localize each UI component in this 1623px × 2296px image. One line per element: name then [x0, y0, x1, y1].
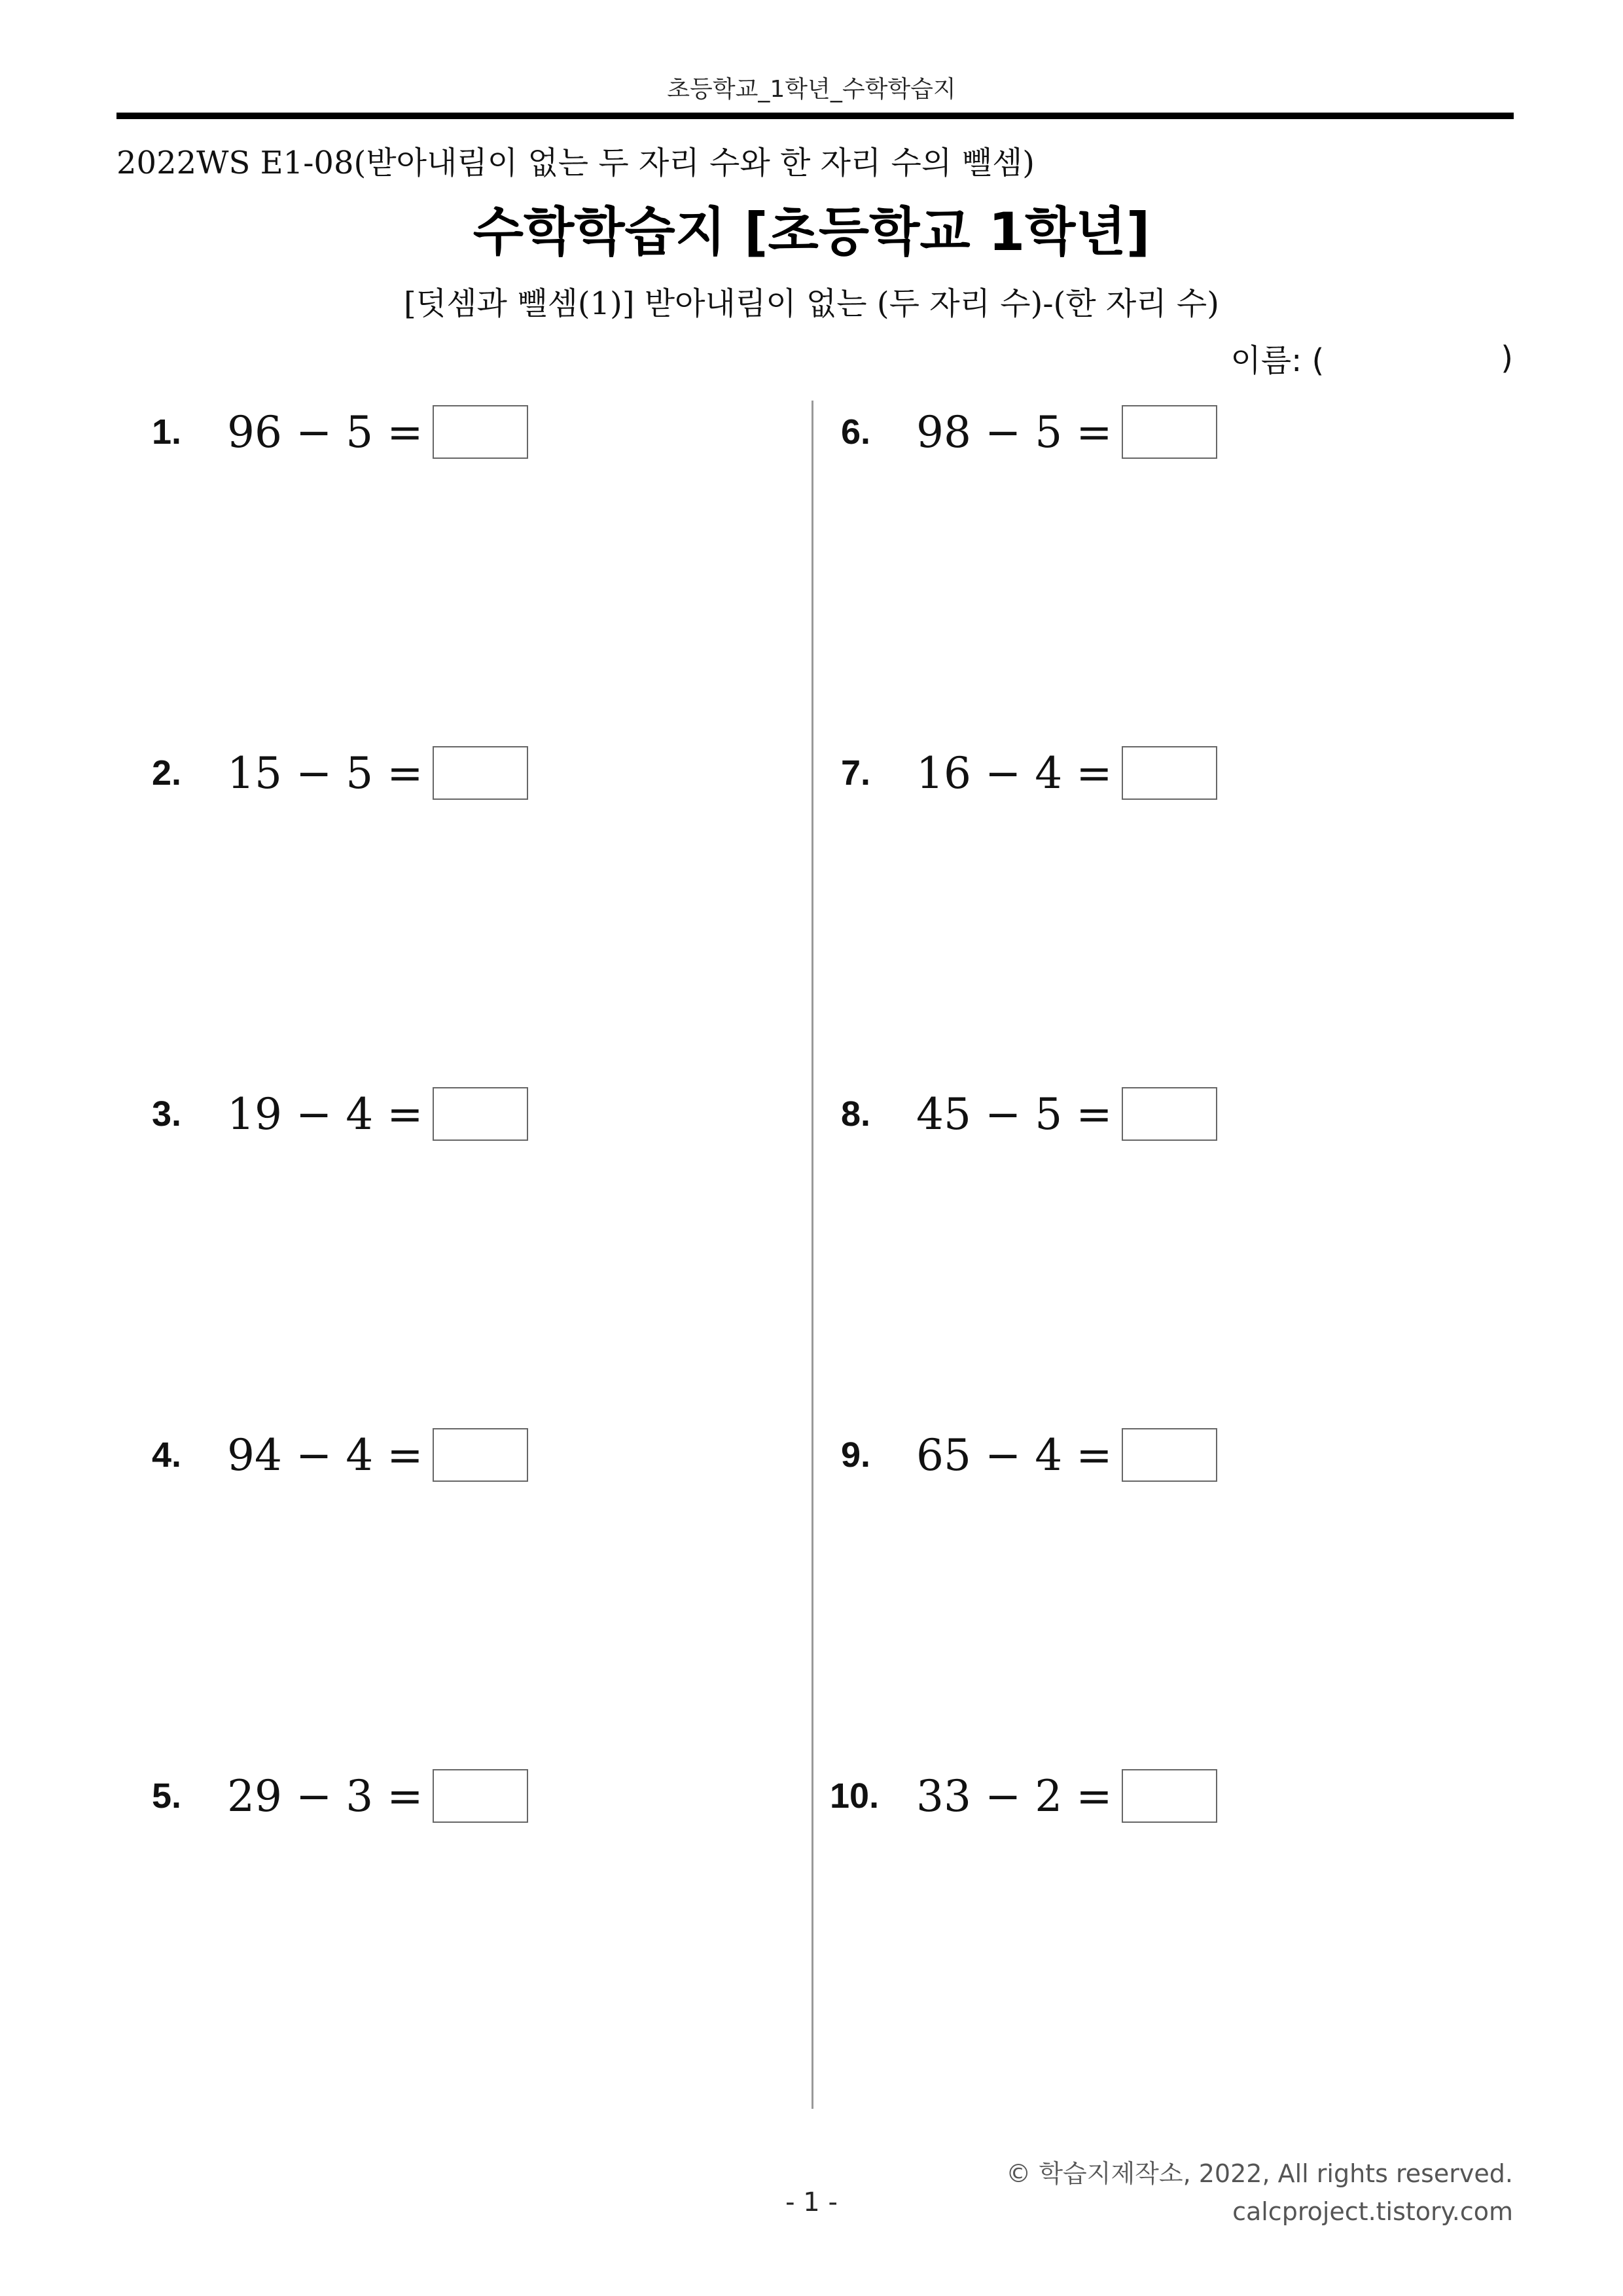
- problem-number: 3.: [152, 1094, 182, 1134]
- problem-number: 9.: [841, 1435, 871, 1475]
- problem-6: [841, 403, 1217, 461]
- problem-number: 10.: [830, 1776, 880, 1816]
- problem-expression: 19 − 4 =: [227, 1088, 423, 1139]
- answer-box[interactable]: [433, 1428, 528, 1482]
- problem-number: 1.: [152, 412, 182, 452]
- problem-number: 7.: [841, 753, 871, 793]
- answer-box[interactable]: [1122, 1428, 1217, 1482]
- problem-expression: 15 − 5 =: [227, 747, 423, 798]
- name-field[interactable]: [1230, 335, 1513, 380]
- name-label: 이름: (: [1230, 342, 1325, 379]
- problem-expression: 94 − 4 =: [227, 1429, 423, 1480]
- problem-number: 6.: [841, 412, 871, 452]
- page-number: - 1 -: [785, 2187, 838, 2217]
- problem-number: 4.: [152, 1435, 182, 1475]
- problem-2: [152, 744, 528, 802]
- answer-box[interactable]: [433, 405, 528, 459]
- problem-expression: 96 − 5 =: [227, 406, 423, 457]
- problem-expression: 65 − 4 =: [916, 1429, 1113, 1480]
- problem-9: [841, 1426, 1217, 1484]
- problem-expression: 29 − 3 =: [227, 1770, 423, 1821]
- answer-box[interactable]: [433, 1769, 528, 1823]
- problem-5: [152, 1767, 528, 1825]
- page-title: 수학학습지 [초등학교 1학년]: [473, 202, 1150, 262]
- copyright-text: © 학습지제작소, 2022, All rights reserved.: [1006, 2159, 1513, 2188]
- problem-expression: 45 − 5 =: [916, 1088, 1113, 1139]
- answer-box[interactable]: [1122, 746, 1217, 800]
- problem-1: [152, 403, 528, 461]
- problem-number: 2.: [152, 753, 182, 793]
- header-rule: [116, 113, 1514, 119]
- page-subtitle: [덧셈과 뺄셈(1)] 받아내림이 없는 (두 자리 수)-(한 자리 수): [404, 285, 1219, 322]
- problem-8: [841, 1085, 1217, 1143]
- running-header: 초등학교_1학년_수학학습지: [667, 76, 956, 103]
- answer-box[interactable]: [433, 1087, 528, 1141]
- column-divider: [812, 401, 813, 2109]
- worksheet-code: 2022WS E1-08(받아내림이 없는 두 자리 수와 한 자리 수의 뺄셈): [116, 145, 1035, 181]
- problem-expression: 33 − 2 =: [916, 1770, 1113, 1821]
- name-close-paren: ): [1501, 339, 1513, 376]
- answer-box[interactable]: [1122, 1087, 1217, 1141]
- problem-7: [841, 744, 1217, 802]
- answer-box[interactable]: [1122, 1769, 1217, 1823]
- problem-expression: 16 − 4 =: [916, 747, 1113, 798]
- problem-10: [830, 1767, 1217, 1825]
- problem-4: [152, 1426, 528, 1484]
- problem-number: 5.: [152, 1776, 182, 1816]
- answer-box[interactable]: [433, 746, 528, 800]
- problem-expression: 98 − 5 =: [916, 406, 1113, 457]
- site-url: calcproject.tistory.com: [1232, 2197, 1513, 2226]
- answer-box[interactable]: [1122, 405, 1217, 459]
- problem-3: [152, 1085, 528, 1143]
- problem-number: 8.: [841, 1094, 871, 1134]
